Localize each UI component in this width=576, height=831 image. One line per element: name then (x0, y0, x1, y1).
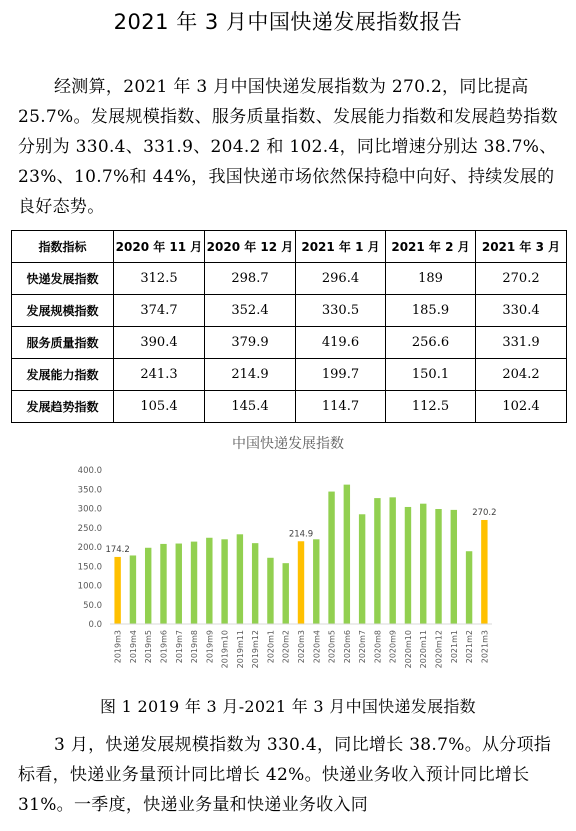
bar (374, 498, 380, 624)
table-row (12, 391, 567, 423)
table-cell: 312.5 (114, 263, 205, 295)
y-tick-label: 300.0 (77, 504, 102, 515)
x-tick-label: 2019m7 (174, 630, 184, 664)
x-tick-label: 2019m5 (144, 630, 154, 664)
y-axis (78, 466, 102, 630)
y-tick-label: 50.0 (83, 600, 102, 611)
bar (252, 543, 258, 624)
report-title: 2021 年 3 月中国快递发展指数报告 (113, 10, 463, 34)
bar (389, 497, 395, 624)
bar (451, 510, 457, 624)
x-tick-label: 2019m10 (220, 630, 230, 669)
table-header-cell: 2021 年 1 月 (296, 231, 386, 263)
table-cell: 214.9 (205, 359, 296, 391)
x-tick-label: 2020m8 (373, 630, 383, 664)
bar (114, 557, 120, 624)
bar (221, 539, 227, 624)
table-cell: 374.7 (114, 295, 205, 327)
table-row (12, 327, 567, 359)
bar (298, 541, 304, 624)
x-tick-label: 2019m4 (128, 630, 138, 664)
x-tick-label: 2019m11 (235, 630, 245, 669)
table-cell: 102.4 (476, 391, 567, 423)
x-tick-label: 2020m1 (266, 630, 276, 664)
table-cell: 185.9 (386, 295, 476, 327)
row-label: 发展规模指数 (12, 295, 114, 327)
table-cell: 331.9 (476, 327, 567, 359)
x-tick-label: 2020m11 (419, 630, 429, 669)
summary-paragraph: 经测算，2021 年 3 月中国快递发展指数为 270.2，同比提高 25.7%。发展规模指数、服务质量指数、发展能力指数和发展趋势指数分别为 330.4、331.9、204.2 和 102.4，同比增速分别达 38.7%、23%、10.7%和 44%，我国快递市场依然保持稳中向好、持续发展的良好态势。 (18, 77, 558, 217)
row-label: 发展趋势指数 (12, 391, 114, 423)
bar (435, 509, 441, 624)
bar (313, 539, 319, 624)
x-tick-label: 2019m3 (113, 630, 123, 664)
bar (481, 520, 487, 624)
y-tick-label: 200.0 (77, 543, 102, 553)
x-tick-label: 2020m6 (342, 630, 352, 664)
table-cell: 114.7 (296, 391, 386, 423)
row-label: 快递发展指数 (12, 263, 114, 295)
table-cell: 352.4 (205, 295, 296, 327)
table-header-cell: 2021 年 3 月 (476, 231, 567, 263)
x-tick-label: 2021m2 (465, 630, 475, 664)
bar (466, 551, 472, 624)
y-tick-label: 350.0 (77, 485, 102, 496)
y-tick-label: 400.0 (77, 466, 102, 476)
table-cell: 330.5 (296, 295, 386, 327)
data-label: 214.9 (288, 529, 314, 540)
bar (206, 538, 212, 624)
row-label: 服务质量指数 (12, 327, 114, 359)
table-cell: 145.4 (205, 391, 296, 423)
index-chart-container (0, 428, 576, 690)
bar (405, 507, 411, 624)
bar (145, 548, 151, 624)
data-label: 174.2 (105, 544, 130, 555)
table-cell: 112.5 (386, 391, 476, 423)
index-bar-chart (0, 428, 576, 690)
y-tick-label: 250.0 (77, 523, 102, 534)
bar (130, 555, 136, 624)
data-label: 270.2 (472, 507, 497, 518)
x-tick-label: 2020m12 (434, 630, 444, 669)
table-cell: 204.2 (476, 359, 567, 391)
x-tick-label: 2019m9 (205, 630, 215, 664)
figure-caption: 图 1 2019 年 3 月-2021 年 3 月中国快递发展指数 (100, 697, 476, 716)
y-tick-label: 150.0 (77, 562, 102, 573)
row-label: 发展能力指数 (12, 359, 114, 391)
table-cell: 379.9 (205, 327, 296, 359)
x-tick-label: 2020m9 (388, 630, 398, 664)
table-header-cell: 2020 年 11 月 (114, 231, 205, 263)
bar (344, 485, 350, 624)
table-header-cell: 指数指标 (12, 231, 114, 263)
table-cell: 296.4 (296, 263, 386, 295)
x-tick-label: 2019m12 (251, 630, 261, 669)
bar (160, 544, 166, 624)
x-tick-label: 2020m4 (312, 630, 322, 664)
x-tick-label: 2020m2 (281, 630, 291, 664)
table-cell: 105.4 (114, 391, 205, 423)
table-cell: 150.1 (386, 359, 476, 391)
bar (191, 542, 197, 624)
x-tick-label: 2019m8 (190, 630, 200, 664)
table-cell: 330.4 (476, 295, 567, 327)
bar (176, 544, 182, 624)
chart-title: 中国快递发展指数 (232, 436, 344, 452)
table-header-cell: 2020 年 12 月 (205, 231, 296, 263)
x-tick-label: 2020m3 (297, 630, 306, 664)
bar (283, 563, 289, 624)
bar-series (105, 485, 496, 624)
table-cell: 419.6 (296, 327, 386, 359)
table-row (12, 359, 567, 391)
table-row (12, 263, 567, 295)
table-cell: 298.7 (205, 263, 296, 295)
x-tick-label: 2020m7 (358, 630, 368, 664)
bar (420, 504, 426, 624)
table-cell: 270.2 (476, 263, 567, 295)
y-tick-label: 0.0 (88, 620, 102, 630)
index-table (11, 230, 567, 423)
x-tick-label: 2021m3 (480, 630, 490, 664)
bar (328, 492, 334, 624)
x-axis (110, 624, 492, 668)
table-row (12, 295, 567, 327)
table-header-cell: 2021 年 2 月 (386, 231, 476, 263)
table-cell: 199.7 (296, 359, 386, 391)
x-tick-label: 2020m5 (327, 630, 337, 664)
bar (359, 514, 365, 624)
bar (237, 534, 243, 624)
table-cell: 390.4 (114, 327, 205, 359)
x-tick-label: 2019m6 (159, 630, 169, 664)
table-cell: 189 (386, 263, 476, 295)
x-tick-label: 2020m10 (403, 630, 413, 669)
bar (267, 558, 273, 624)
table-cell: 241.3 (114, 359, 205, 391)
y-tick-label: 100.0 (77, 581, 102, 592)
table-cell: 256.6 (386, 327, 476, 359)
table-header-row (12, 231, 567, 263)
scale-paragraph: 3 月，快递发展规模指数为 330.4，同比增长 38.7%。从分项指标看，快递业务量预计同比增长 42%。快递业务收入预计同比增长 31%。一季度，快递业务量和快递业务收入同 (18, 735, 552, 815)
x-tick-label: 2021m1 (449, 630, 459, 664)
